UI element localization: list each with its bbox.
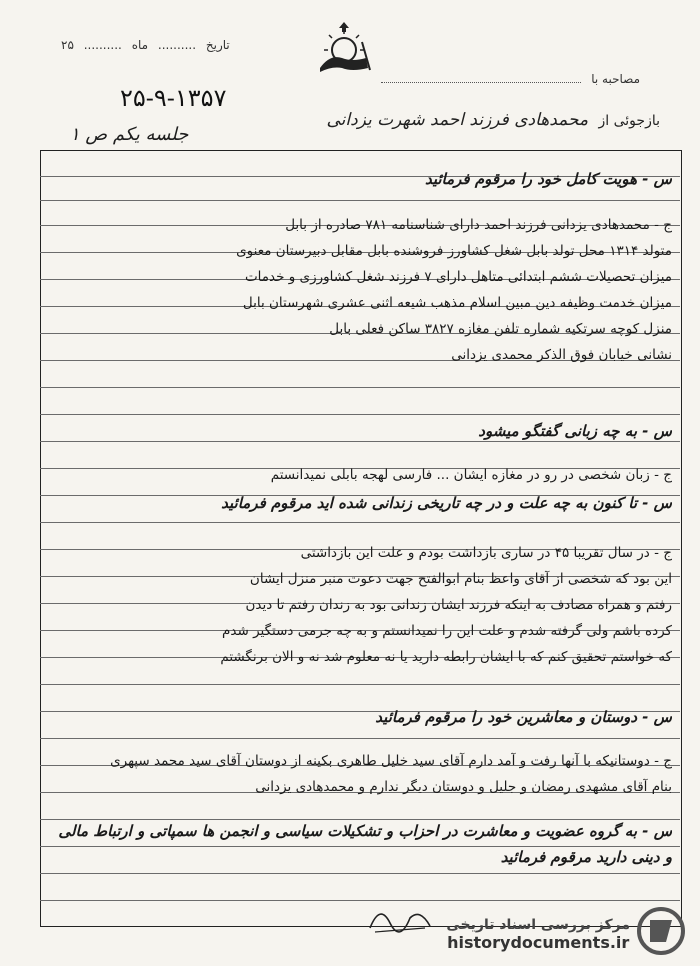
question-identity: س - هویت کامل خود را مرقوم فرمائید	[424, 170, 672, 188]
interrogation-label: بازجوئی از	[598, 113, 660, 129]
date-label: تاریخ	[205, 38, 230, 52]
watermark-title: مرکز بررسی اسناد تاریخی	[446, 917, 630, 933]
day-value: ۲۵	[61, 38, 74, 52]
archive-logo-icon	[636, 906, 686, 956]
handwritten-date: ۲۵-۹-۱۳۵۷	[120, 84, 227, 112]
answer-identity: ج - محمدهادی یزدانی فرزند احمد دارای شناسنامه ۷۸۱ صادره از بابل متولد ۱۳۱۴ محل تولد بابل شغل کشاورز فروشنده بابل مقابل دبیرستان معنوی میزان تحصیلات ششم ابتدائی متاهل دارای ۷ فرزند شغل کشاورزی و خدمات میزان خدمت وظیفه دین مبین اسلام مذهب شیعه اثنی عشری شهرستان بابل منزل کوچه سرتکیه شماره تلفن مغازه ۳۸۲۷ ساکن فعلی بابل نشانی خیابان فوق الذکر محمدی یزدانی	[236, 217, 672, 363]
answer-language: ج - زبان شخصی در رو در مغازه ایشان ... فارسی لهجه بابلی نمیدانستم	[270, 467, 672, 483]
month-label: ماه	[131, 38, 149, 52]
question-language: س - به چه زبانی گفتگو میشود	[478, 422, 672, 440]
question-prison-history: س - تا کنون به چه علت و در چه تاریخی زندانی شده اید مرقوم فرمائید	[221, 494, 672, 512]
question-affiliations: س - به گروه عضویت و معاشرت در احزاب و تشکیلات سیاسی و انجمن ها سمپاتی و ارتباط مالی و دینی دارید مرقوم فرمائید	[58, 822, 672, 866]
signature-scribble	[365, 898, 435, 938]
session-label: جلسه یکم ص ۱	[70, 124, 189, 145]
watermark-url: historydocuments.ir	[447, 933, 630, 952]
interrogation-line	[326, 110, 660, 130]
archive-watermark	[446, 917, 630, 952]
interview-field	[381, 72, 640, 86]
date-field-row: تاریخ .......... ماه .......... ۲۵	[61, 38, 230, 52]
answer-prison-history: ج - در سال تقریبا ۴۵ در ساری بازداشت بودم و علت این بازداشتی این بود که شخصی از آقای واعظ بنام ابوالفتح جهت دعوت منبر منزل ایشان رفتم و همراه مصادف به اینکه فرزند ایشان زندانی بود به زندان رفتم تا دیدن کرده باشم ولی گرفته شدم و علت این را نمیدانستم و به چه جرمی دستگیر شدم که خواستم تحقیق کنم که با ایشان رابطه دارید یا نه معلوم شد نه و الان برنگشتم	[220, 545, 672, 665]
lion-and-sun-emblem-icon	[312, 20, 376, 78]
answer-friends: ج - دوستانیکه با آنها رفت و آمد دارم آقای سید خلیل طاهری بکینه از دوستان آقای سید محمد سپهری بنام آقای مشهدی رمضان و جلیل و دوستان دیگر ندارم و محمدهادی یزدانی	[110, 753, 672, 795]
interrogation-subject: محمدهادی فرزند احمد شهرت یزدانی	[326, 110, 589, 130]
interview-label: مصاحبه با	[591, 72, 640, 86]
question-friends: س - دوستان و معاشرین خود را مرقوم فرمائید	[375, 708, 672, 726]
